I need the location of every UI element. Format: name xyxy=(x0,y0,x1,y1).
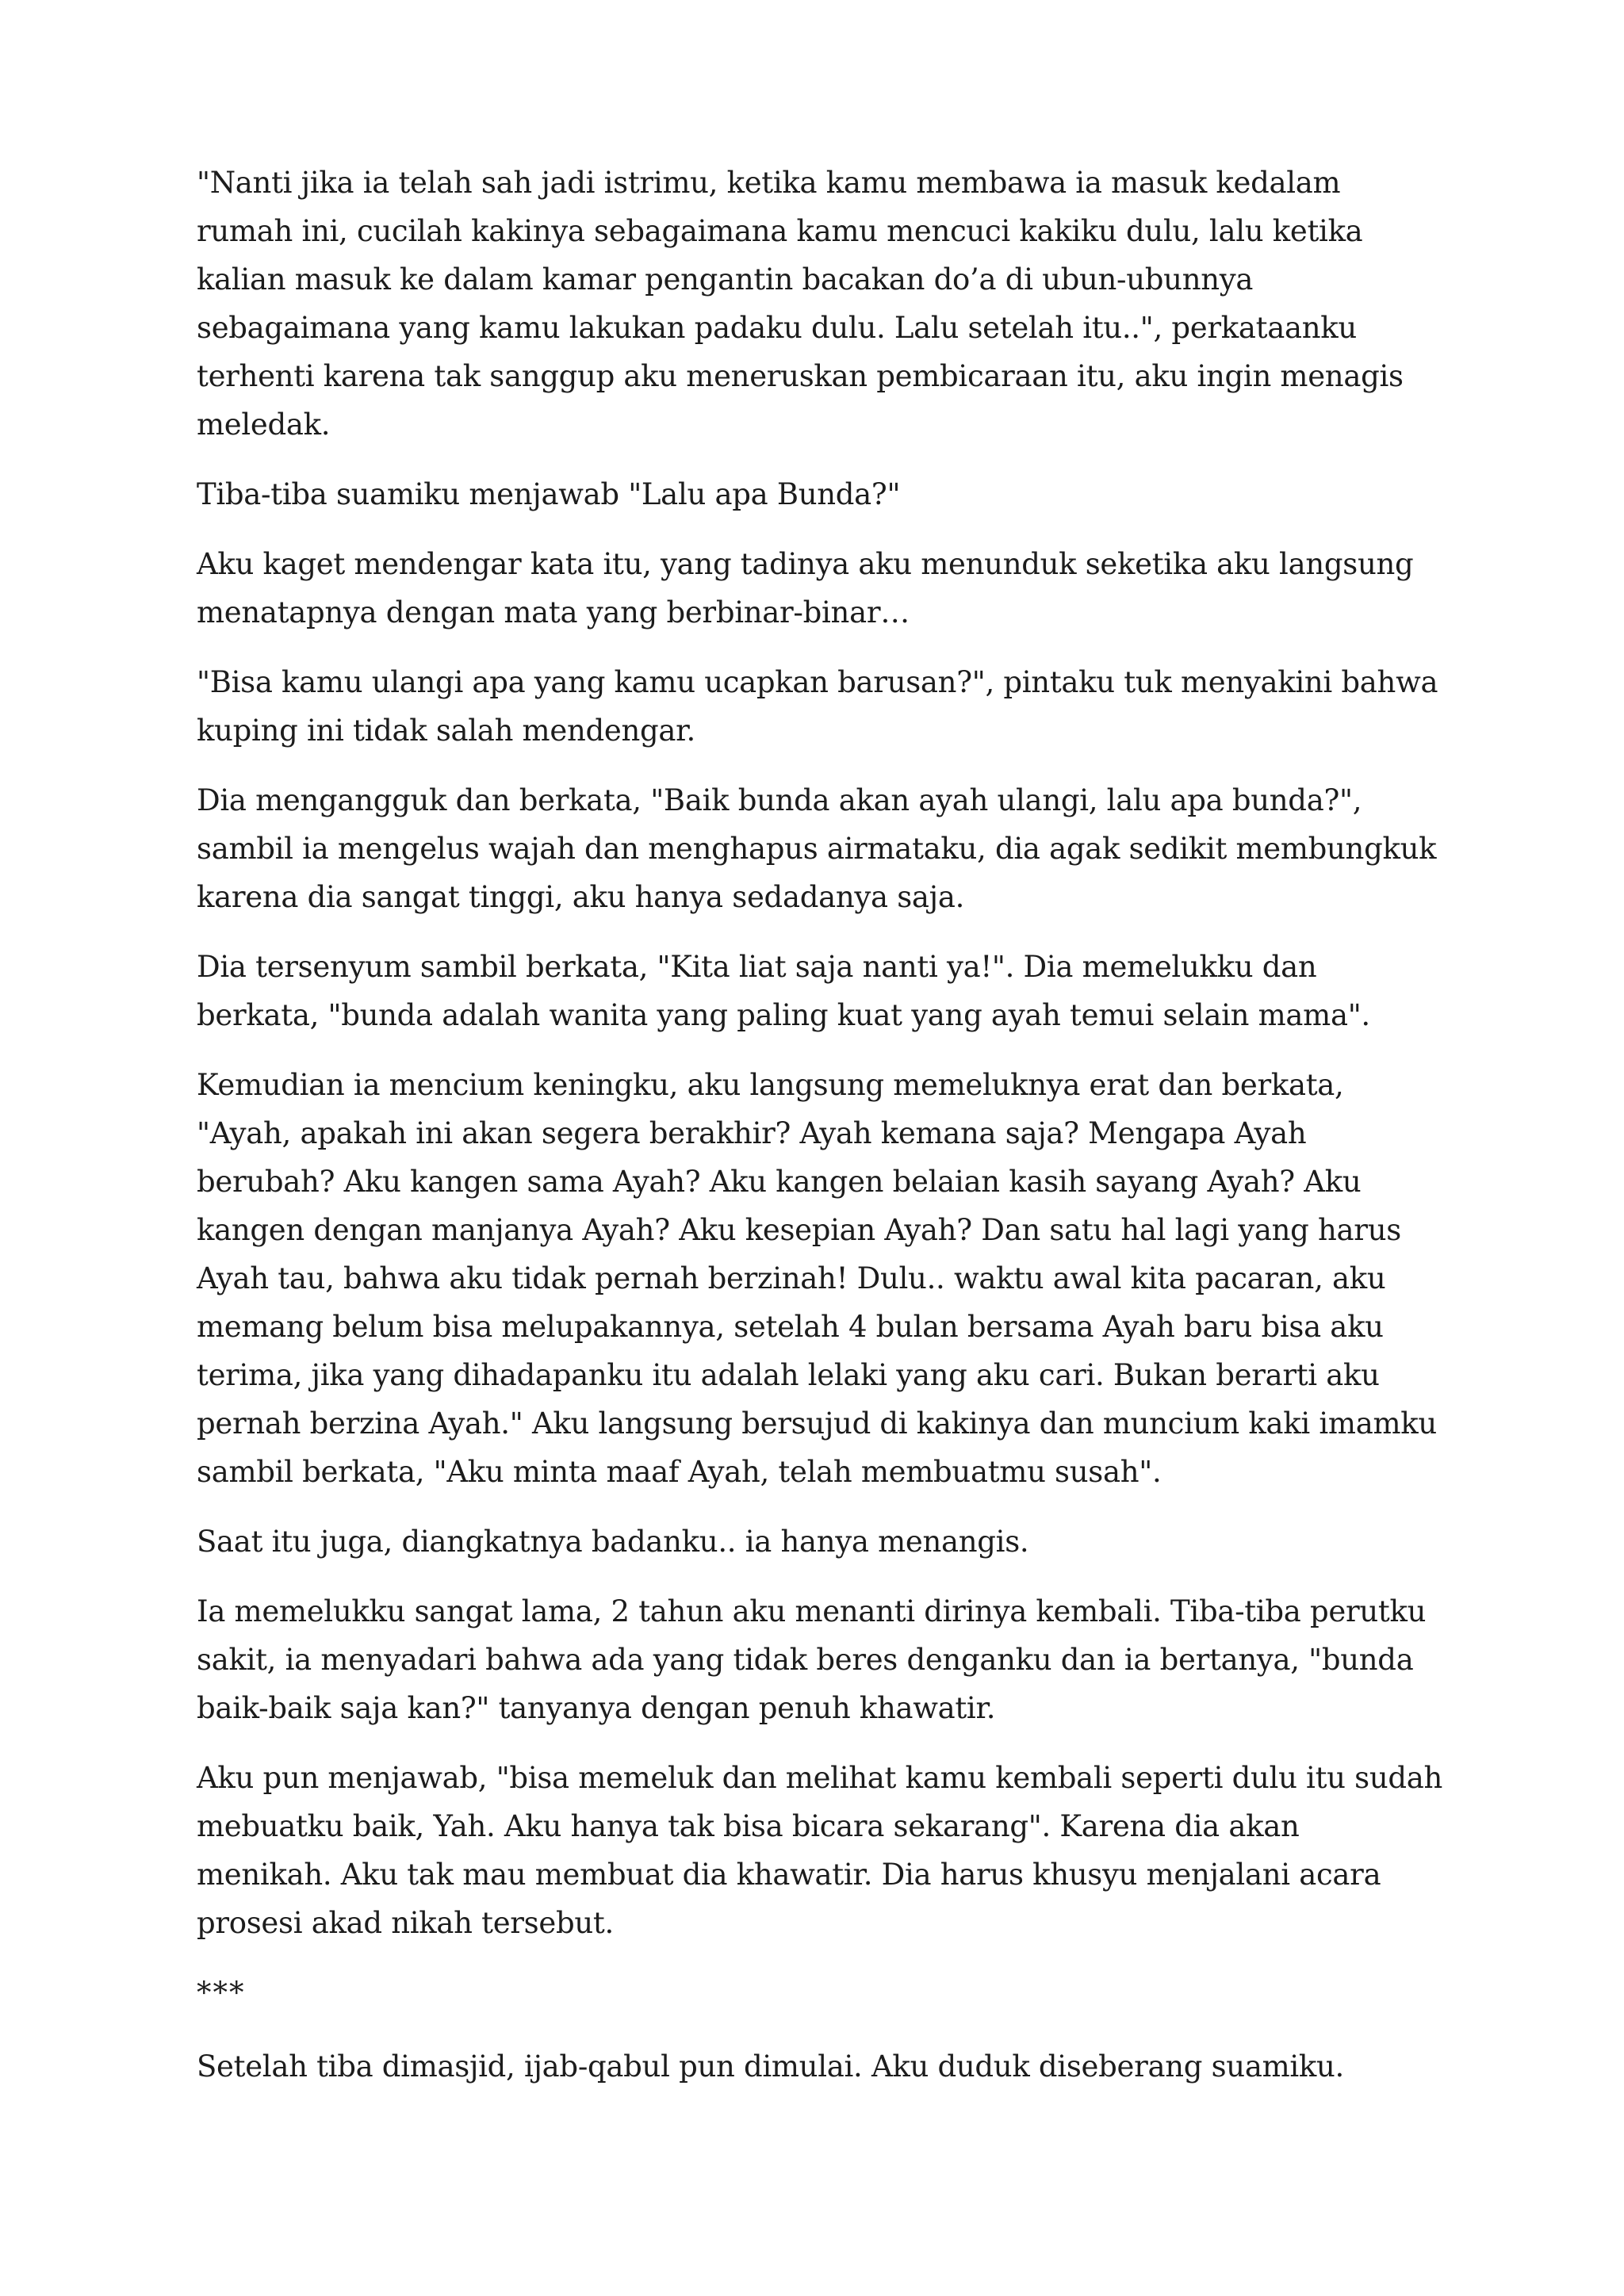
paragraph-3: Aku kaget mendengar kata itu, yang tadinya aku menunduk seketika aku langsung menatapnya dengan mata yang berbinar-binar… xyxy=(197,547,1414,629)
paragraph-4: "Bisa kamu ulangi apa yang kamu ucapkan barusan?", pintaku tuk menyakini bahwa kuping ini tidak salah mendengar. xyxy=(197,665,1438,748)
paragraph-8: Saat itu juga, diangkatnya badanku.. ia hanya menangis. xyxy=(197,1525,1029,1559)
paragraph-10: Aku pun menjawab, "bisa memeluk dan melihat kamu kembali seperti dulu itu sudah mebuatku baik, Yah. Aku hanya tak bisa bicara sekarang". Karena dia akan menikah. Aku tak mau membuat dia khawatir. Dia harus khusyu menjalani acara prosesi akad nikah tersebut. xyxy=(197,1761,1443,1940)
paragraph-9: Ia memelukku sangat lama, 2 tahun aku menanti dirinya kembali. Tiba-tiba perutku sakit, ia menyadari bahwa ada yang tidak beres denganku dan ia bertanya, "bunda baik-baik saja kan?" tanyanya dengan penuh khawatir. xyxy=(197,1594,1427,1725)
paragraph-1: "Nanti jika ia telah sah jadi istrimu, ketika kamu membawa ia masuk kedalam rumah ini, cucilah kakinya sebagaimana kamu mencuci kakiku dulu, lalu ketika kalian masuk ke dalam kamar pengantin bacakan do’a di ubun-ubunnya sebagaimana yang kamu lakukan padaku dulu. Lalu setelah itu..", perkataanku terhenti karena tak sanggup aku meneruskan pembicaraan itu, aku ingin menagis meledak. xyxy=(197,166,1404,442)
document-body xyxy=(197,159,1443,2112)
paragraph-5: Dia mengangguk dan berkata, "Baik bunda akan ayah ulangi, lalu apa bunda?", sambil ia mengelus wajah dan menghapus airmataku, dia agak sedikit membungkuk karena dia sangat tinggi, aku hanya sedadanya saja. xyxy=(197,783,1437,914)
section-separator: *** xyxy=(197,1976,246,2010)
paragraph-7: Kemudian ia mencium keningku, aku langsung memeluknya erat dan berkata, "Ayah, apakah ini akan segera berakhir? Ayah kemana saja? Mengapa Ayah berubah? Aku kangen sama Ayah? Aku kangen belaian kasih sayang Ayah? Aku kangen dengan manjanya Ayah? Aku kesepian Ayah? Dan satu hal lagi yang harus Ayah tau, bahwa aku tidak pernah berzinah! Dulu.. waktu awal kita pacaran, aku memang belum bisa melupakannya, setelah 4 bulan bersama Ayah baru bisa aku terima, jika yang dihadapanku itu adalah lelaki yang aku cari. Bukan berarti aku pernah berzina Ayah." Aku langsung bersujud di kakinya dan muncium kaki imamku sambil berkata, "Aku minta maaf Ayah, telah membuatmu susah". xyxy=(197,1068,1437,1489)
paragraph-2: Tiba-tiba suamiku menjawab "Lalu apa Bunda?" xyxy=(197,477,901,511)
paragraph-6: Dia tersenyum sambil berkata, "Kita liat saja nanti ya!". Dia memelukku dan berkata, "bunda adalah wanita yang paling kuat yang ayah temui selain mama". xyxy=(197,950,1370,1032)
paragraph-11: Setelah tiba dimasjid, ijab-qabul pun dimulai. Aku duduk diseberang suamiku. xyxy=(197,2049,1345,2084)
